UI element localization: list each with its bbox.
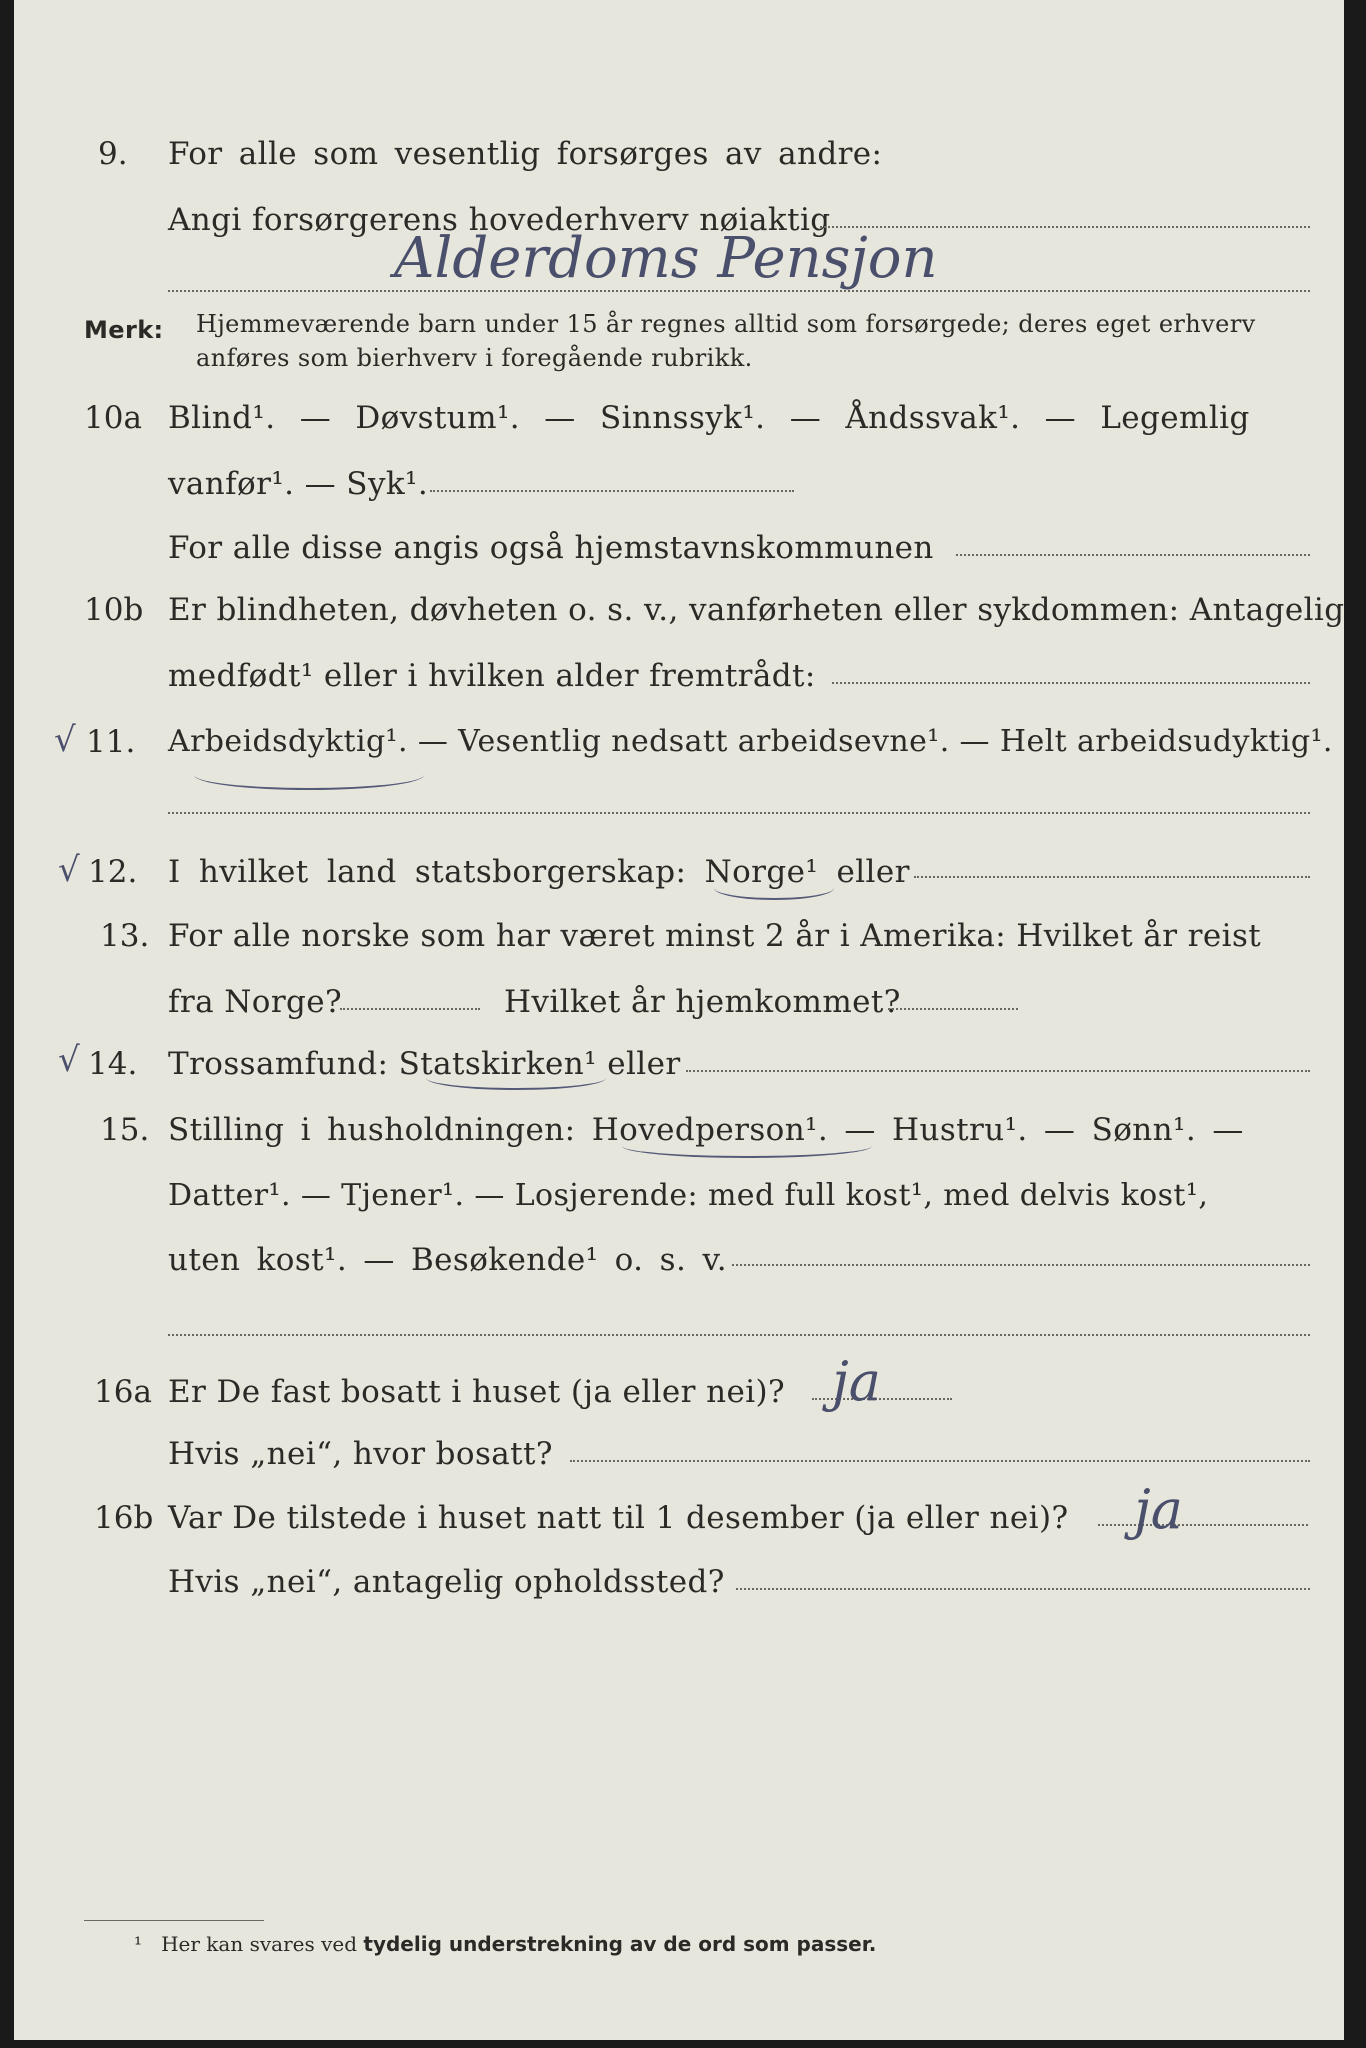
- q10b-number: 10b: [84, 592, 144, 628]
- q10b-line2: medfødt¹ eller i hvilken alder fremtrådt:: [168, 658, 816, 694]
- merk-label: Merk:: [84, 316, 164, 344]
- q12-pencil-underline: [714, 876, 834, 900]
- q10b-answer-line: [832, 682, 1310, 684]
- q16b-number: 16b: [94, 1500, 154, 1536]
- footnote-mark: ¹: [134, 1932, 143, 1956]
- q10a-number: 10a: [84, 400, 142, 436]
- footnote-bold-text: tydelig understrekning av de ord som passer.: [363, 1932, 877, 1956]
- q16a-handwritten-answer: ja: [832, 1350, 881, 1413]
- q14-line1: Trossamfund: Statskirken¹ eller: [168, 1046, 681, 1082]
- q13-departure-year-line: [340, 1008, 480, 1010]
- q13-line2b: Hvilket år hjemkommet?: [504, 984, 901, 1020]
- q15-answer-line-2: [168, 1334, 1310, 1336]
- q14-answer-line: [686, 1070, 1310, 1072]
- q13-return-year-line: [888, 1008, 1018, 1010]
- q16b-handwritten-answer: ja: [1134, 1478, 1183, 1541]
- q10a-home-municipality-line: [956, 554, 1310, 556]
- footnote: [134, 1932, 876, 1956]
- scan-border-right: [1344, 0, 1366, 2048]
- merk-line1: Hjemmeværende barn under 15 år regnes alltid som forsørgede; deres eget erhverv: [196, 310, 1256, 338]
- q9-number: 9.: [98, 136, 128, 172]
- q12-check-mark: √: [58, 850, 80, 890]
- q15-pencil-underline: [622, 1134, 872, 1158]
- q16a-line1: Er De fast bosatt i huset (ja eller nei)?: [168, 1374, 786, 1410]
- q16b-whereabouts-line: [736, 1588, 1310, 1590]
- census-form-page: [14, 0, 1344, 2040]
- q12-answer-line: [914, 876, 1310, 878]
- q15-answer-line-1: [732, 1264, 1310, 1266]
- q10a-answer-line: [430, 490, 794, 492]
- q16a-residence-line: [570, 1460, 1310, 1462]
- q15-line2: Datter¹. — Tjener¹. — Losjerende: med full kost¹, med delvis kost¹,: [168, 1178, 1209, 1213]
- q11-answer-line: [168, 812, 1310, 814]
- q15-line1: Stilling i husholdningen: Hovedperson¹. — Hustru¹. — Sønn¹. —: [168, 1112, 1244, 1148]
- q12-line1: I hvilket land statsborgerskap: Norge¹ eller: [168, 854, 910, 890]
- q9-answer-line-2: [168, 290, 1310, 292]
- q16a-line2: Hvis „nei“, hvor bosatt?: [168, 1436, 553, 1472]
- q10a-line2: vanfør¹. — Syk¹.: [168, 466, 429, 502]
- q12-number: 12.: [88, 854, 138, 890]
- q16a-number: 16a: [94, 1374, 152, 1410]
- q11-line1: Arbeidsdyktig¹. — Vesentlig nedsatt arbeidsevne¹. — Helt arbeidsudyktig¹.: [168, 724, 1333, 759]
- footnote-text: Her kan svares ved: [161, 1932, 358, 1956]
- q16b-answer-line: [1098, 1524, 1308, 1526]
- q11-pencil-underline: [194, 760, 424, 790]
- q10b-line1: Er blindheten, døvheten o. s. v., vanførheten eller sykdommen: Antagelig: [168, 592, 1345, 628]
- q10a-line1: Blind¹. — Døvstum¹. — Sinnssyk¹. — Åndssvak¹. — Legemlig: [168, 400, 1250, 436]
- q13-line1: For alle norske som har været minst 2 år i Amerika: Hvilket år reist: [168, 918, 1262, 954]
- q11-check-mark: √: [54, 720, 76, 760]
- q14-check-mark: √: [58, 1040, 80, 1080]
- q15-number: 15.: [100, 1112, 150, 1148]
- q16b-line2: Hvis „nei“, antagelig opholdssted?: [168, 1564, 725, 1600]
- q9-line1: For alle som vesentlig forsørges av andre:: [168, 136, 883, 172]
- merk-note: [84, 310, 164, 346]
- q9-line2: Angi forsørgerens hovederhverv nøiaktig: [168, 202, 831, 238]
- q11-number: 11.: [86, 724, 136, 760]
- footnote-rule: [84, 1920, 264, 1921]
- q10a-line3: For alle disse angis også hjemstavnskommunen: [168, 530, 934, 566]
- q9-handwritten-answer: Alderdoms Pensjon: [394, 226, 938, 291]
- q16b-line1: Var De tilstede i huset natt til 1 desember (ja eller nei)?: [168, 1500, 1069, 1536]
- q13-number: 13.: [100, 918, 150, 954]
- q14-number: 14.: [88, 1046, 138, 1082]
- q14-pencil-underline: [426, 1066, 606, 1090]
- q13-line2a: fra Norge?: [168, 984, 343, 1020]
- scan-border-left: [0, 0, 14, 2048]
- merk-line2: anføres som bierhverv i foregående rubrikk.: [196, 344, 753, 372]
- q15-line3: uten kost¹. — Besøkende¹ o. s. v.: [168, 1242, 727, 1278]
